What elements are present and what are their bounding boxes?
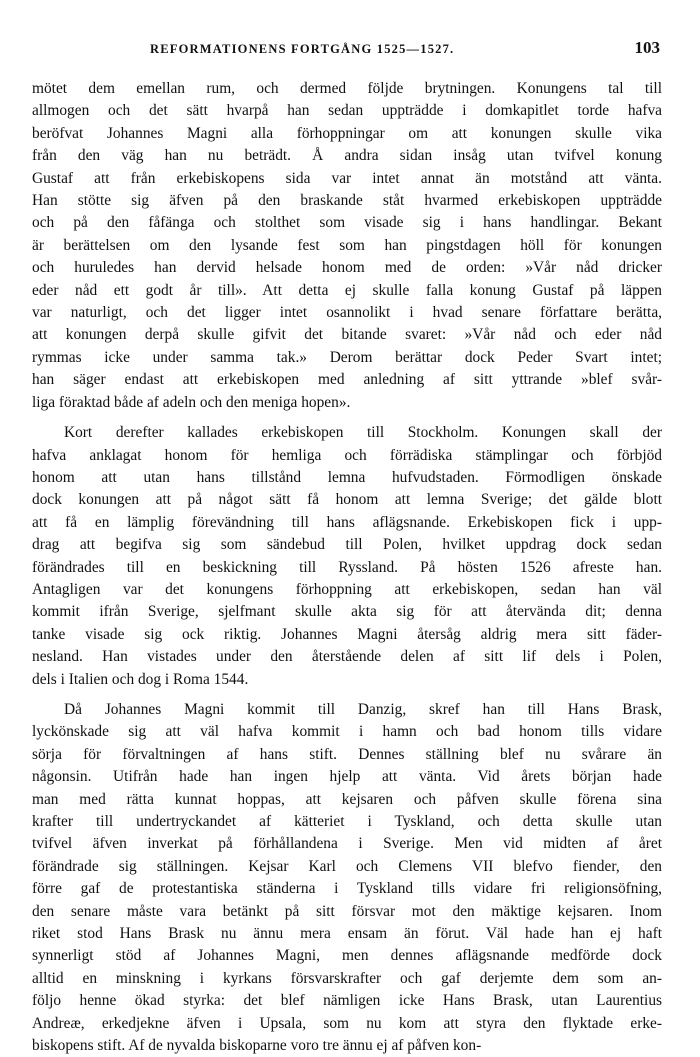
text-line: sörja för förvaltningen af hans stift. Dennes ställning blef nu svårare än	[32, 745, 662, 763]
text-line: den senare måste vara betänkt på sitt försvar mot den mäktige kejsaren. Inom	[32, 902, 662, 920]
text-line: synnerligt stöd af Johannes Magni, men dennes aflägsnande medförde dock	[32, 947, 662, 965]
text-line: Han stötte sig äfven på den braskande ståt hvarmed erkebiskopen uppträdde	[32, 192, 662, 210]
text-line: att få en lämplig förevändning till hans aflägsnande. Erkebiskopen fick i upp-	[32, 513, 662, 531]
text-line: Då Johannes Magni kommit till Danzig, skref han till Hans Brask,	[64, 700, 662, 718]
paragraph-2	[32, 422, 662, 691]
text-line: beröfvat Johannes Magni alla förhoppningar om att konungen skulle vika	[32, 124, 662, 142]
text-line: rymmas icke under samma tak.» Derom berättar dock Peder Svart intet;	[32, 348, 662, 366]
text-line: alltid en minskning i kyrkans försvarskrafter och gaf derjemte dem som an-	[32, 969, 662, 987]
text-line: biskopens stift. Af de nyvalda biskoparne voro tre ännu ej af påfven kon-	[32, 1037, 482, 1055]
text-line: honom att utan hans tillstånd lemna hufvudstaden. Förmodligen önskade	[32, 468, 662, 486]
text-line: någonsin. Utifrån hade han ingen hjelp att vänta. Vid årets början hade	[32, 768, 662, 786]
text-line: Antagligen var det konungens förhoppning att erkebiskopen, sedan han väl	[32, 580, 662, 598]
text-line: förändrade sig ställningen. Kejsar Karl och Clemens VII blefvo fiender, den	[32, 857, 662, 875]
text-line: Gustaf att från erkebiskopens sida var intet annat än motstånd att vänta.	[32, 169, 662, 187]
text-line: var naturligt, och det ligger intet osannolikt i hvad senare författare berätta,	[32, 304, 662, 322]
text-line: allmogen och det sätt hvarpå han sedan uppträdde i domkapitlet torde hafva	[32, 102, 662, 120]
body-text	[32, 78, 662, 1057]
text-line: följo henne ökad styrka: det blef nämligen icke Hans Brask, utan Laurentius	[32, 992, 662, 1010]
text-line: riket stod Hans Brask nu ännu mera ensam än förut. Väl hade han ej haft	[32, 925, 662, 943]
running-head: REFORMATIONENS FORTGÅNG 1525—1527.	[150, 42, 455, 56]
text-line: man med rätta kunnat hoppas, att kejsaren och påfven skulle förena sina	[32, 790, 662, 808]
page-header	[32, 38, 662, 64]
text-line: kommit ifrån Sverige, sjelfmant skulle akta sig för att återvända dit; denna	[32, 603, 662, 621]
book-page	[32, 38, 662, 1057]
text-line: Andreæ, erkedjekne äfven i Upsala, som nu kom att styra den flyktade erke-	[32, 1014, 662, 1032]
text-line: förändrades till en beskickning till Ryssland. På hösten 1526 afreste han.	[32, 558, 662, 576]
text-line: dock konungen att på något sätt få honom att lemna Sverige; det gälde blott	[32, 491, 662, 509]
text-line: eder nåd ett godt år till». Att detta ej skulle falla konung Gustaf på läppen	[32, 281, 662, 299]
text-line: liga föraktad både af adeln och den meniga hopen».	[32, 393, 351, 411]
text-line: att konungen derpå skulle gifvit det bitande svaret: »Vår nåd och eder nåd	[32, 326, 662, 344]
paragraph-3	[32, 699, 662, 1057]
text-line: från den väg han nu beträdt. Å andra sidan insåg utan tvifvel konung	[32, 147, 662, 165]
text-line: är berättelsen om den lysande fest som han pingstdagen höll för konungen	[32, 236, 662, 254]
text-line: förre gaf de protestantiska ständerna i Tyskland tills vidare fri religionsöfning,	[32, 880, 662, 898]
text-line: tanke visade sig ock riktig. Johannes Magni återsåg aldrig mera sitt fäder-	[32, 625, 662, 643]
text-line: tvifvel äfven inverkat på förhållandena i Sverige. Men vid midten af året	[32, 835, 662, 853]
page-number: 103	[634, 38, 660, 57]
paragraph-1	[32, 78, 662, 414]
text-line: nesland. Han vistades under den återstående delen af sitt lif dels i Polen,	[32, 648, 662, 666]
text-line: han säger endast att erkebiskopen med anledning af sitt yttrande »blef svår-	[32, 371, 662, 389]
text-line: lyckönskade sig att väl hafva kommit i hamn och bad honom tills vidare	[32, 723, 662, 741]
text-line: drag att begifva sig som sändebud till Polen, hvilket uppdrag dock sedan	[32, 536, 662, 554]
text-line: dels i Italien och dog i Roma 1544.	[32, 670, 249, 688]
text-line: hafva anklagat honom för hemliga och förrädiska stämplingar och förbjöd	[32, 446, 662, 464]
text-line: och huruledes han dervid helsade honom med de orden: »Vår nåd dricker	[32, 259, 662, 277]
text-line: Kort derefter kallades erkebiskopen till Stockholm. Konungen skall der	[64, 424, 662, 442]
text-line: krafter till undertryckandet af kätteriet i Tyskland, och detta skulle utan	[32, 813, 662, 830]
text-line: och på den fåfänga och stolthet som visade sig i hans handlingar. Bekant	[32, 214, 662, 232]
text-line: mötet dem emellan rum, och dermed följde brytningen. Konungens tal till	[32, 80, 662, 97]
